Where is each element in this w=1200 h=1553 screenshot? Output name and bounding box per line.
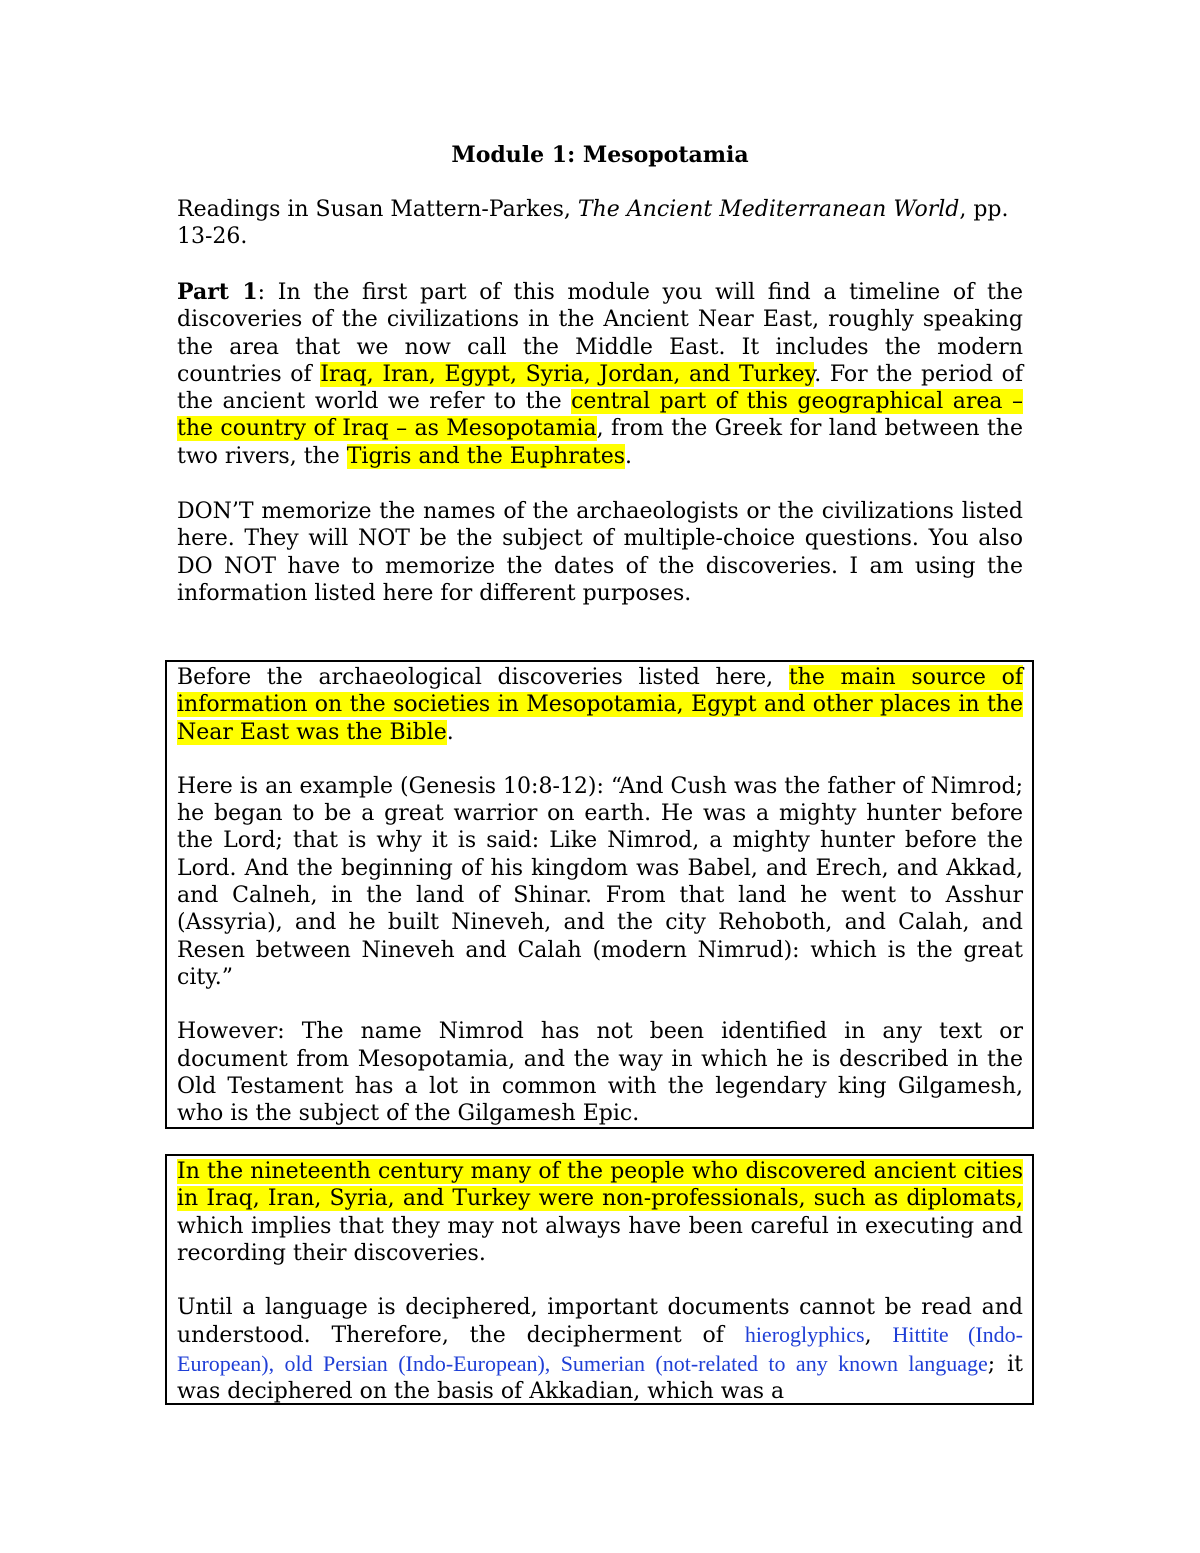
part1-text-2: . For the period of the ancient world we refer to the — [177, 361, 1023, 415]
part1-label: Part 1 — [177, 279, 258, 305]
box1-genesis-quote: Here is an example (Genesis 10:8-12): “And Cush was the father of Nimrod; he began to be a great warrior on earth. He was a mighty hunter before the Lord; that is why it is said: Like Nimrod, a mighty hunter before the Lord. And the beginning of his kingdom was Babel, and Erech, and Akkad, and Calneh, in the land of Shinar. From that land he went to Asshur (Assyria), and he built Nineveh, and the city Rehoboth, and Calah, and Resen between Nineveh and Calah (modern Nimrud): which is the great city.” — [177, 773, 1023, 990]
page-title: Module 1: Mesopotamia — [451, 142, 749, 168]
box2-paragraph-2: Until a language is deciphered, important documents cannot be read and understood. Therefore, the decipherment of hieroglyphics, Hittite (Indo-European), old Persian (Indo-European), Sumerian (not-related to any known language; it was deciphered on the basis of Akkadian, which was a — [177, 1295, 1023, 1405]
box2-highlight-nonprofessionals: In the nineteenth century many of the people who discovered ancient cities in Iraq, Iran, Syria, and Turkey were non-professionals, such as diplomats, — [177, 1159, 1023, 1212]
box2-paragraph-1: In the nineteenth century many of the people who discovered ancient cities in Iraq, Iran, Syria, and Turkey were non-professionals, such as diplomats, which implies that they may not always have been careful in executing and recording their discoveries. — [177, 1159, 1023, 1266]
box1-paragraph-1: Before the archaeological discoveries listed here, the main source of information on the societies in Mesopotamia, Egypt and other places in the Near East was the Bible. — [177, 665, 1023, 745]
part1-highlight-mesopotamia: central part of this geographical area – the country of Iraq – as Mesopotamia — [177, 389, 1024, 442]
readings-prefix: Readings in Susan Mattern-Parkes, — [177, 197, 578, 222]
part1-paragraph — [177, 279, 1023, 470]
readings-suffix: , pp. 13-26. — [177, 197, 1009, 250]
part1-text-3: , from the Greek for land between the two rivers, the — [177, 416, 1023, 469]
box2-hieroglyphics: hieroglyphics — [744, 1322, 865, 1348]
dont-paragraph: DON’T memorize the names of the archaeologists or the civilizations listed here. They will NOT be the subject of multiple-choice questions. You also DO NOT have to memorize the dates of the discoveries. I am using the information listed here for different purposes. — [177, 499, 1023, 606]
part1-text-4: . — [625, 443, 633, 469]
part1-highlight-rivers: Tigris and the Euphrates — [346, 443, 626, 469]
nineteenth-century-box — [165, 1154, 1034, 1405]
box1-paragraph-3: However: The name Nimrod has not been identified in any text or document from Mesopotamia, and the way in which he is described in the Old Testament has a lot in common with the legendary king Gilgamesh, who is the subject of the Gilgamesh Epic. — [177, 1019, 1023, 1127]
box2-languages: Hittite (Indo-European), old Persian (Indo-European), Sumerian (not-related to any known language — [177, 1322, 1023, 1376]
part1-highlight-countries: Iraq, Iran, Egypt, Syria, Jordan, and Turkey — [320, 361, 815, 387]
bible-source-box — [165, 660, 1034, 1129]
readings-paragraph — [177, 196, 1023, 251]
readings-book-title: The Ancient Mediterranean World — [577, 197, 960, 222]
box1-highlight-bible: the main source of information on the societies in Mesopotamia, Egypt and other places in the Near East was the Bible — [177, 665, 1023, 745]
part1-text-1: : In the first part of this module you will find a timeline of the discoveries of the civilizations in the Ancient Near East, roughly speaking the area that we now call the Middle East. It includes the modern countries of — [177, 280, 1023, 387]
